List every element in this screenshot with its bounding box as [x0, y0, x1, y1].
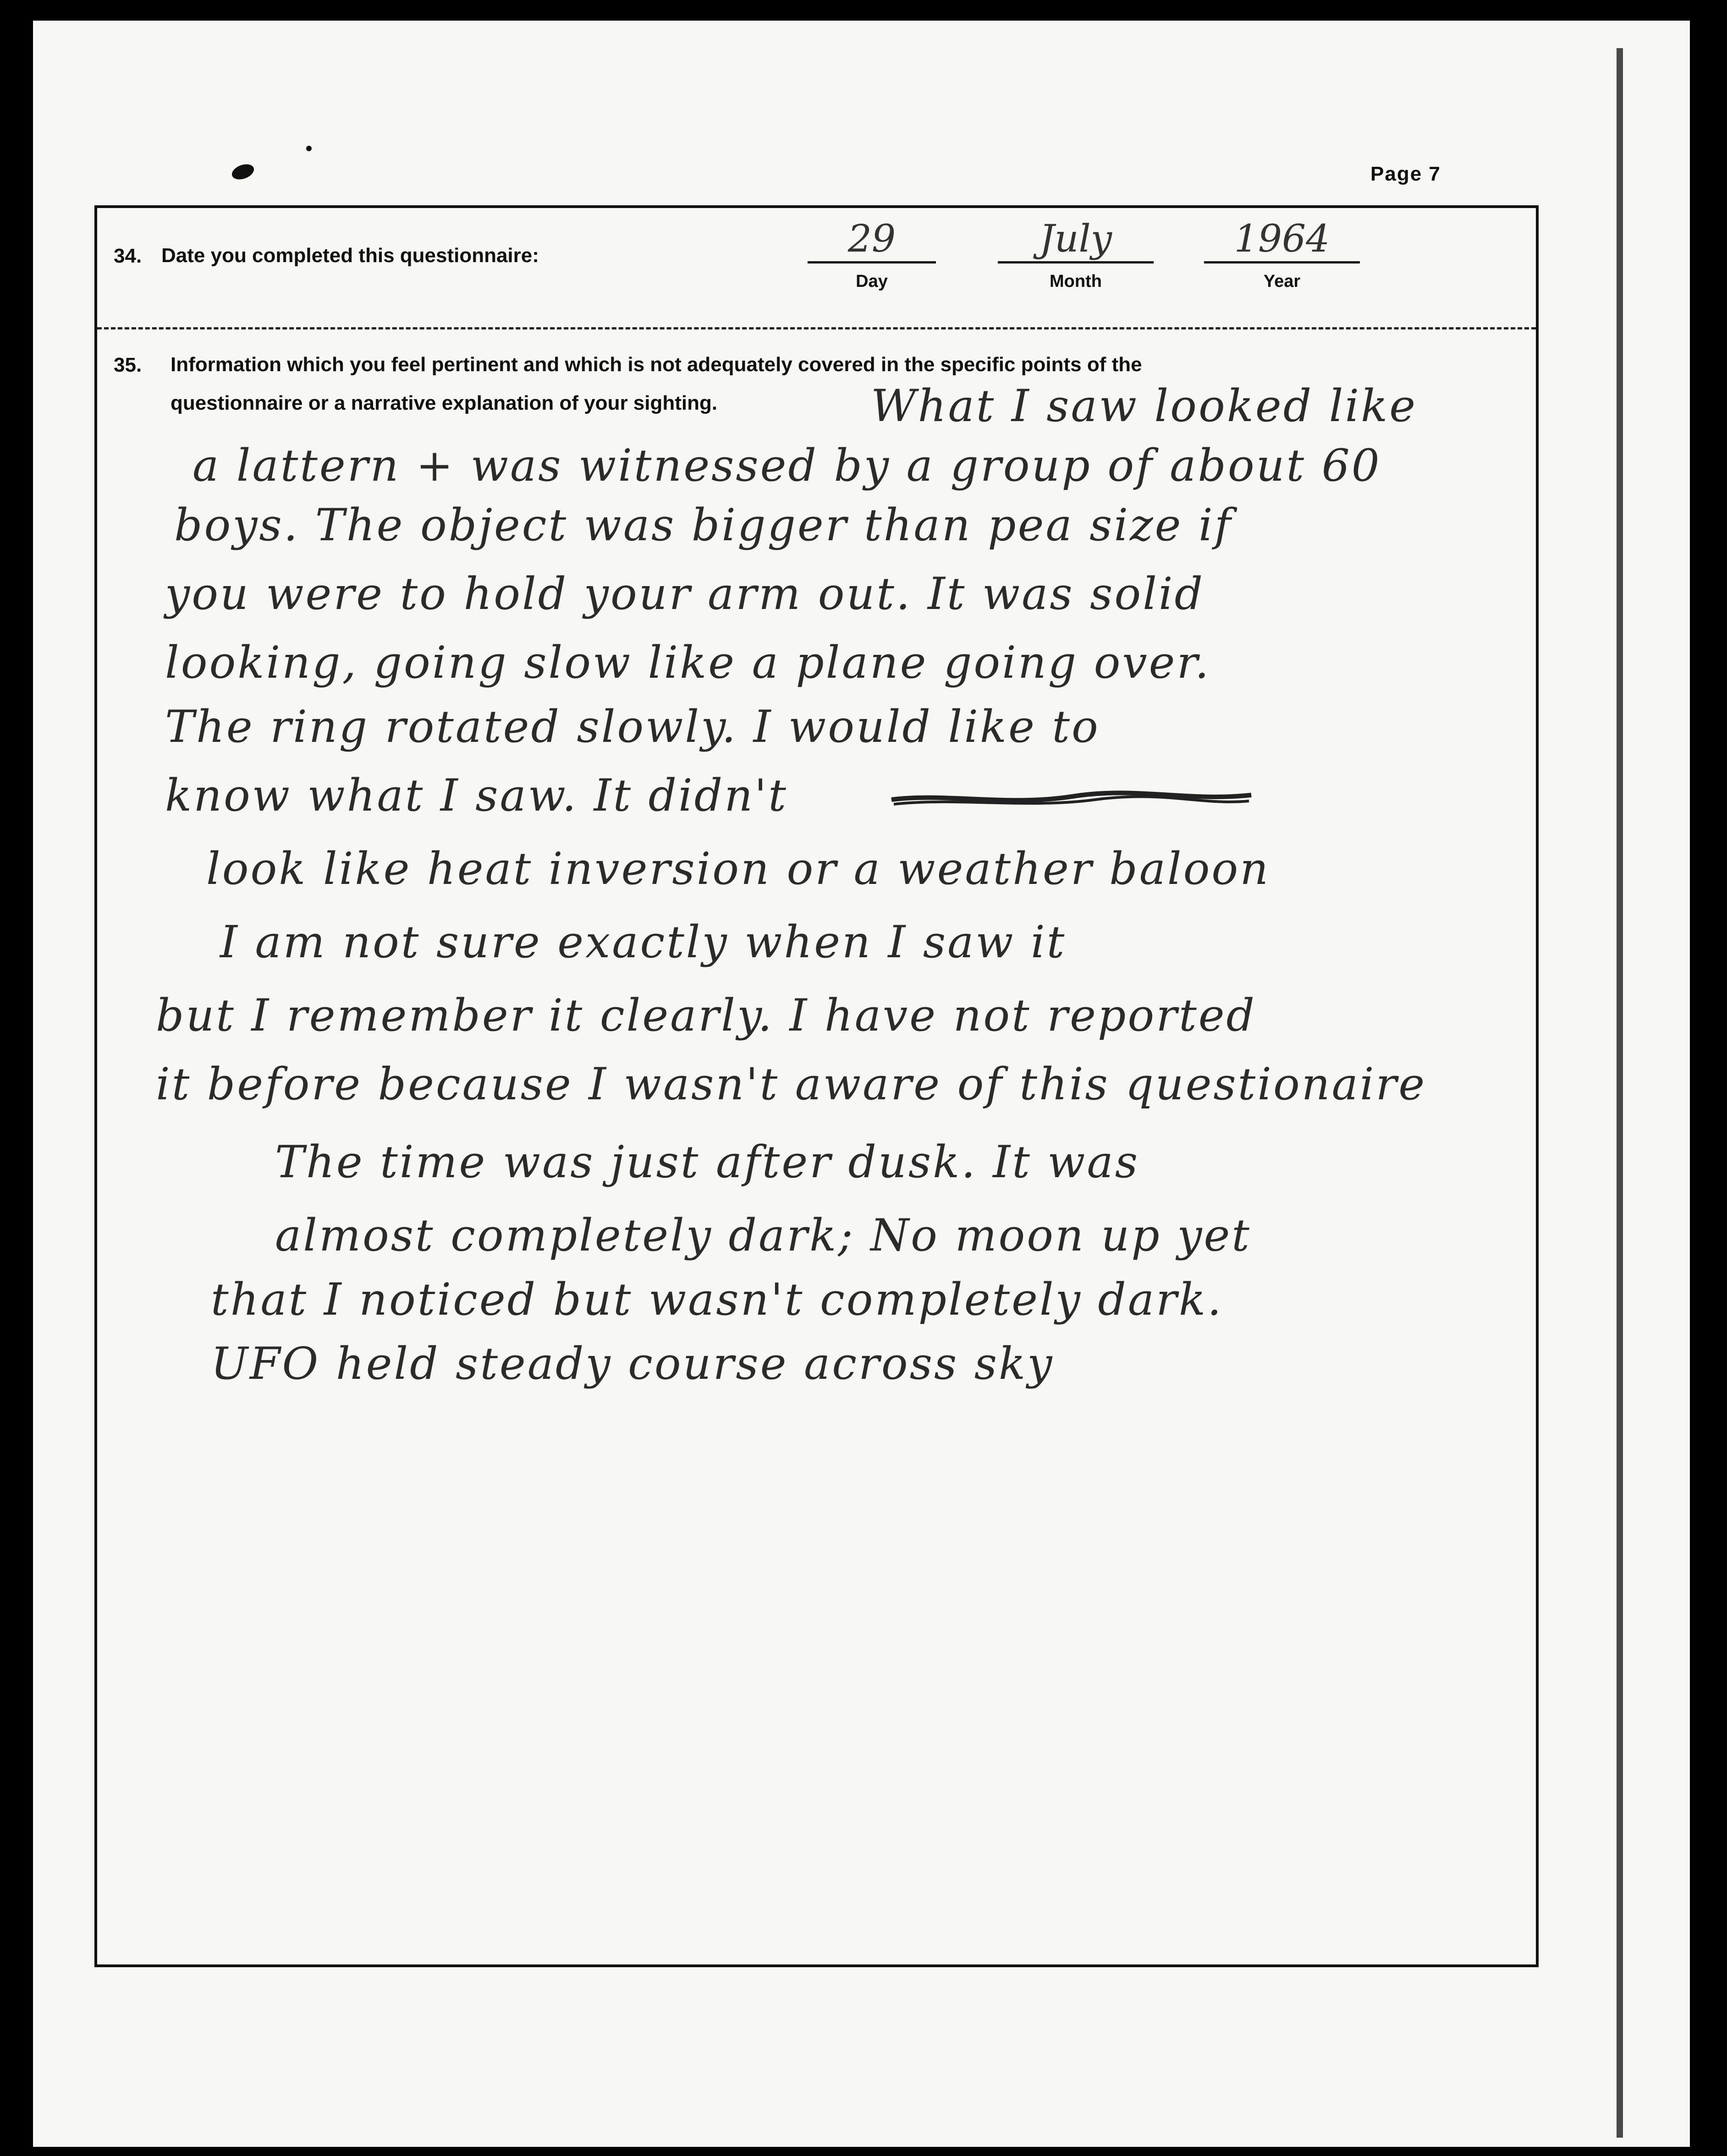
- handwriting-line: you were to hold your arm out. It was solid: [165, 568, 1205, 620]
- section-divider: [97, 327, 1536, 329]
- question-34-number: 34.: [114, 245, 142, 267]
- date-day-rule: [808, 261, 936, 263]
- question-35-number: 35.: [114, 354, 142, 376]
- date-year-field: [1197, 217, 1367, 291]
- handwriting-line: but I remember it clearly. I have not reported: [156, 990, 1256, 1041]
- handwriting-line: looking, going slow like a plane going over.: [165, 637, 1211, 688]
- strikethrough-mark: [889, 784, 1256, 811]
- question-34-text: Date you completed this questionnaire:: [161, 244, 539, 267]
- handwriting-line: that I noticed but wasn't completely dark.: [211, 1274, 1223, 1325]
- date-month-rule: [998, 261, 1154, 263]
- date-month-field: [991, 217, 1160, 291]
- date-day-field: [803, 217, 940, 291]
- handwriting-line: The time was just after dusk. It was: [275, 1136, 1139, 1188]
- question-35-text-line2: questionnaire or a narrative explanation of your sighting.: [170, 392, 718, 414]
- handwriting-line: I am not sure exactly when I saw it: [220, 916, 1067, 968]
- handwriting-line: a lattern + was witnessed by a group of about 60: [192, 440, 1381, 491]
- handwriting-line: UFO held steady course across sky: [211, 1338, 1054, 1389]
- date-year-value: 1964: [1234, 217, 1330, 261]
- date-month-label: Month: [1050, 272, 1102, 291]
- handwriting-line: it before because I wasn't aware of this questionaire: [156, 1059, 1427, 1110]
- date-day-value: 29: [847, 217, 896, 261]
- page-edge-shadow: [1617, 48, 1623, 2138]
- handwriting-line: almost completely dark; No moon up yet: [275, 1210, 1251, 1261]
- question-35-text-line1: Information which you feel pertinent and which is not adequately covered in the specific points of the: [170, 353, 1142, 376]
- handwriting-line: The ring rotated slowly. I would like to: [165, 701, 1100, 752]
- date-month-value: July: [1039, 217, 1112, 261]
- date-day-label: Day: [856, 272, 888, 291]
- handwriting-line: know what I saw. It didn't: [165, 770, 788, 821]
- date-year-label: Year: [1263, 272, 1301, 291]
- handwriting-line: look like heat inversion or a weather baloon: [206, 843, 1270, 894]
- handwriting-line: What I saw looked like: [871, 380, 1418, 432]
- handwriting-line: boys. The object was bigger than pea size if: [174, 499, 1233, 551]
- page-number: Page 7: [1370, 163, 1441, 185]
- ink-speck: [306, 146, 312, 151]
- date-year-rule: [1204, 261, 1360, 263]
